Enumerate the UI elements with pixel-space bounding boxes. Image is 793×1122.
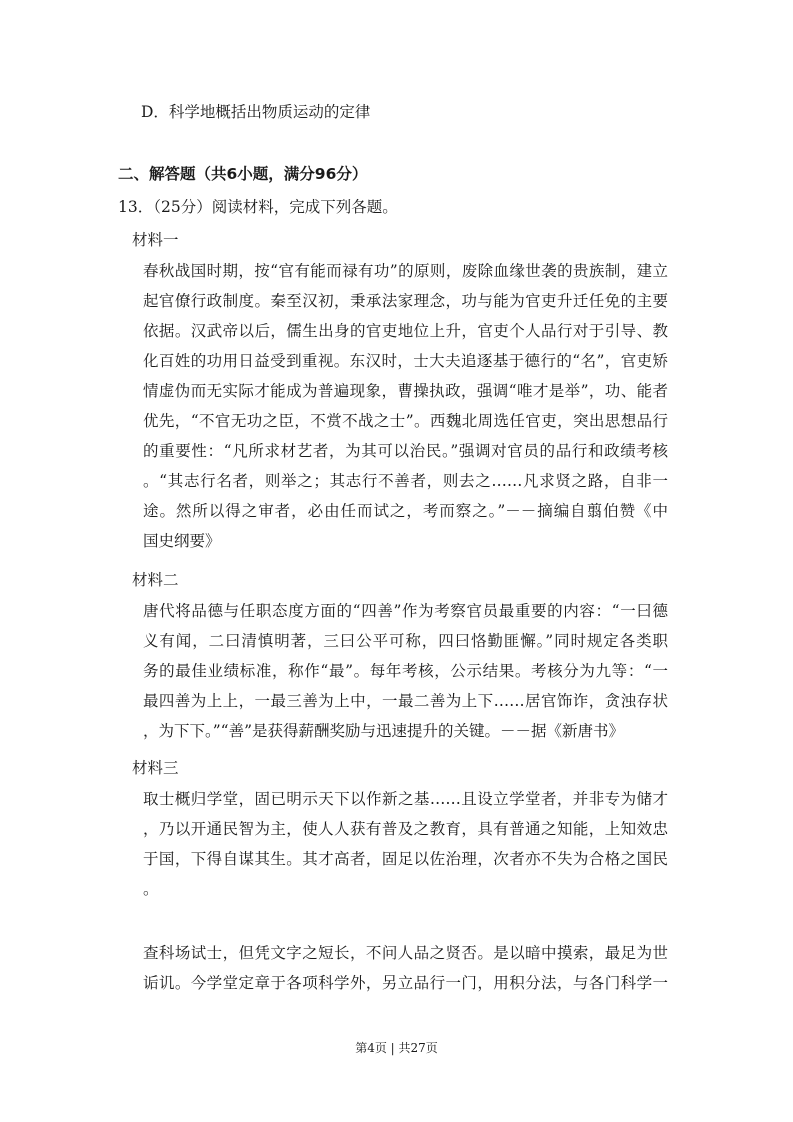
material-1-line: 。“其志行名者，则举之；其志行不善者，则去之……凡求贤之路，自非一 bbox=[143, 472, 668, 490]
material-3-line: 取士概归学堂，固已明示天下以作新之基……且设立学堂者，并非专为储才 bbox=[143, 790, 668, 808]
material-1-line: 起官僚行政制度。秦至汉初，秉承法家理念，功与能为官吏升迁任免的主要 bbox=[143, 292, 668, 310]
material-2-line: 义有闻，二曰清慎明著，三曰公平可称，四曰恪勤匪懈。”同时规定各类职 bbox=[143, 632, 668, 650]
question-intro: 13．（25分）阅读材料，完成下列各题。 bbox=[118, 198, 398, 216]
material-3-line: 于国，下得自谋其生。其才高者，固足以佐治理，次者亦不失为合格之国民 bbox=[143, 850, 668, 868]
section-heading: 二、解答题（共6小题，满分96分） bbox=[118, 165, 368, 183]
material-2-line: 最四善为上上，一最三善为上中，一最二善为上下……居官饰诈，贪浊存状 bbox=[143, 692, 668, 710]
material-1-line: 依据。汉武帝以后，儒生出身的官吏地位上升，官吏个人品行对于引导、教 bbox=[143, 322, 668, 340]
material-1-line: 途。然所以得之审者，必由任而试之，考而察之。”－－摘编自翦伯赞《中 bbox=[143, 502, 668, 520]
page-footer: 第4页 | 共27页 bbox=[355, 1041, 438, 1055]
material-2-body bbox=[143, 596, 668, 746]
material-1-body bbox=[143, 256, 668, 556]
material-1-line: 的重要性：“凡所求材艺者，为其可以治民。”强调对官员的品行和政绩考核 bbox=[143, 442, 668, 460]
material-1-line: 化百姓的功用日益受到重视。东汉时，士大夫追逐基于德行的“名”，官吏矫 bbox=[143, 352, 668, 370]
material-2-line: 唐代将品德与任职态度方面的“四善”作为考察官员最重要的内容：“一曰德 bbox=[143, 602, 668, 620]
option-d: D．科学地概括出物质运动的定律 bbox=[141, 103, 371, 121]
material-1-line: 优先，“不官无功之臣，不赏不战之士”。西魏北周选任官吏，突出思想品行 bbox=[143, 412, 668, 430]
material-2-title: 材料二 bbox=[132, 571, 179, 589]
material-1-line: 情虚伪而无实际才能成为普遍现象，曹操执政，强调“唯才是举”，功、能者 bbox=[143, 382, 668, 400]
material-2-line: ，为下下。”“善”是获得薪酬奖励与迅速提升的关键。－－据《新唐书》 bbox=[143, 722, 625, 740]
material-3-title: 材料三 bbox=[132, 759, 179, 777]
material-3-line: 查科场试士，但凭文字之短长，不问人品之贤否。是以暗中摸索，最足为世 bbox=[143, 944, 668, 962]
material-3-body-continued bbox=[143, 938, 668, 998]
material-1-title: 材料一 bbox=[132, 231, 179, 249]
material-1-line: 春秋战国时期，按“官有能而禄有功”的原则，废除血缘世袭的贵族制，建立 bbox=[143, 262, 668, 280]
material-2-line: 务的最佳业绩标准，称作“最”。每年考核，公示结果。考核分为九等：“一 bbox=[143, 662, 668, 680]
material-1-line: 国史纲要》 bbox=[143, 532, 221, 550]
material-3-body bbox=[143, 784, 668, 904]
material-3-line: ，乃以开通民智为主，使人人获有普及之教育，具有普通之知能，上知效忠 bbox=[143, 820, 668, 838]
material-3-line: 诟讥。今学堂定章于各项科学外，另立品行一门，用积分法，与各门科学一 bbox=[143, 974, 668, 992]
material-3-line: 。 bbox=[143, 880, 159, 898]
